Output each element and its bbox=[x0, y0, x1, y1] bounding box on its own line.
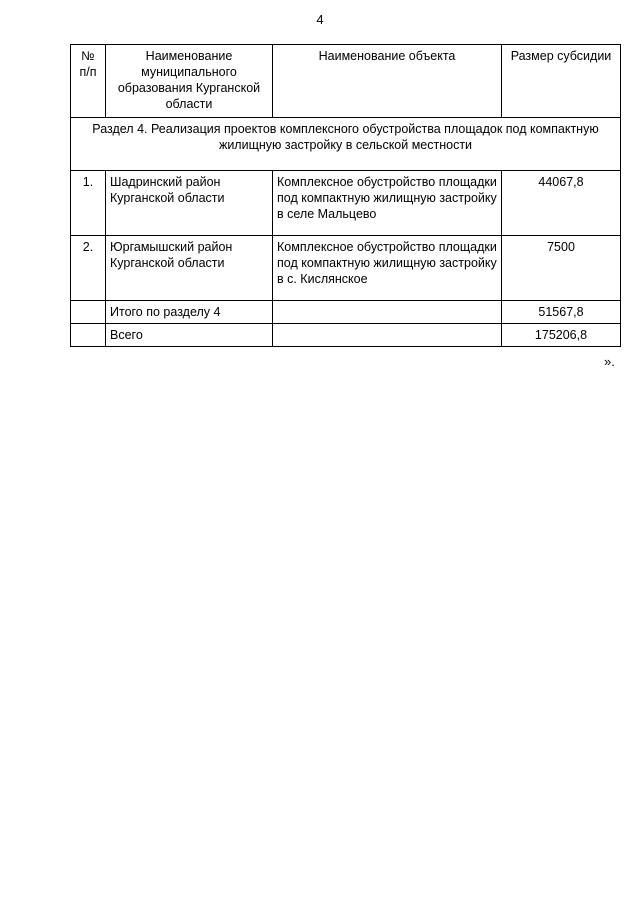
closing-quote-mark: ». bbox=[604, 354, 615, 369]
empty-cell bbox=[273, 301, 502, 324]
header-subsidy: Размер субсидии bbox=[502, 45, 621, 118]
grand-total-label: Всего bbox=[106, 324, 273, 347]
row-municipality: Шадринский район Курганской области bbox=[106, 171, 273, 236]
empty-cell bbox=[71, 301, 106, 324]
section-title: Раздел 4. Реализация проектов комплексного обустройства площадок под компактную жилищную застройку в сельской местности bbox=[71, 118, 621, 171]
table-row bbox=[71, 236, 621, 301]
page-number: 4 bbox=[316, 12, 324, 27]
section-total-label: Итого по разделу 4 bbox=[106, 301, 273, 324]
grand-total-value: 175206,8 bbox=[502, 324, 621, 347]
row-subsidy: 44067,8 bbox=[502, 171, 621, 236]
section-total-value: 51567,8 bbox=[502, 301, 621, 324]
grand-total-row bbox=[71, 324, 621, 347]
section-total-row bbox=[71, 301, 621, 324]
row-num: 2. bbox=[71, 236, 106, 301]
row-object: Комплексное обустройство площадки под компактную жилищную застройку в селе Мальцево bbox=[273, 171, 502, 236]
header-municipality: Наименование муниципального образования Курганской области bbox=[106, 45, 273, 118]
header-num-line1: № bbox=[81, 49, 95, 63]
row-object: Комплексное обустройство площадки под компактную жилищную застройку в с. Кислянское bbox=[273, 236, 502, 301]
header-num bbox=[71, 45, 106, 118]
empty-cell bbox=[273, 324, 502, 347]
table-header-row bbox=[71, 45, 621, 118]
empty-cell bbox=[71, 324, 106, 347]
row-num: 1. bbox=[71, 171, 106, 236]
row-subsidy: 7500 bbox=[502, 236, 621, 301]
header-num-line2: п/п bbox=[79, 65, 97, 79]
section-row bbox=[71, 118, 621, 171]
table-row bbox=[71, 171, 621, 236]
header-object: Наименование объекта bbox=[273, 45, 502, 118]
subsidy-table bbox=[70, 44, 621, 347]
row-municipality: Юргамышский район Курганской области bbox=[106, 236, 273, 301]
